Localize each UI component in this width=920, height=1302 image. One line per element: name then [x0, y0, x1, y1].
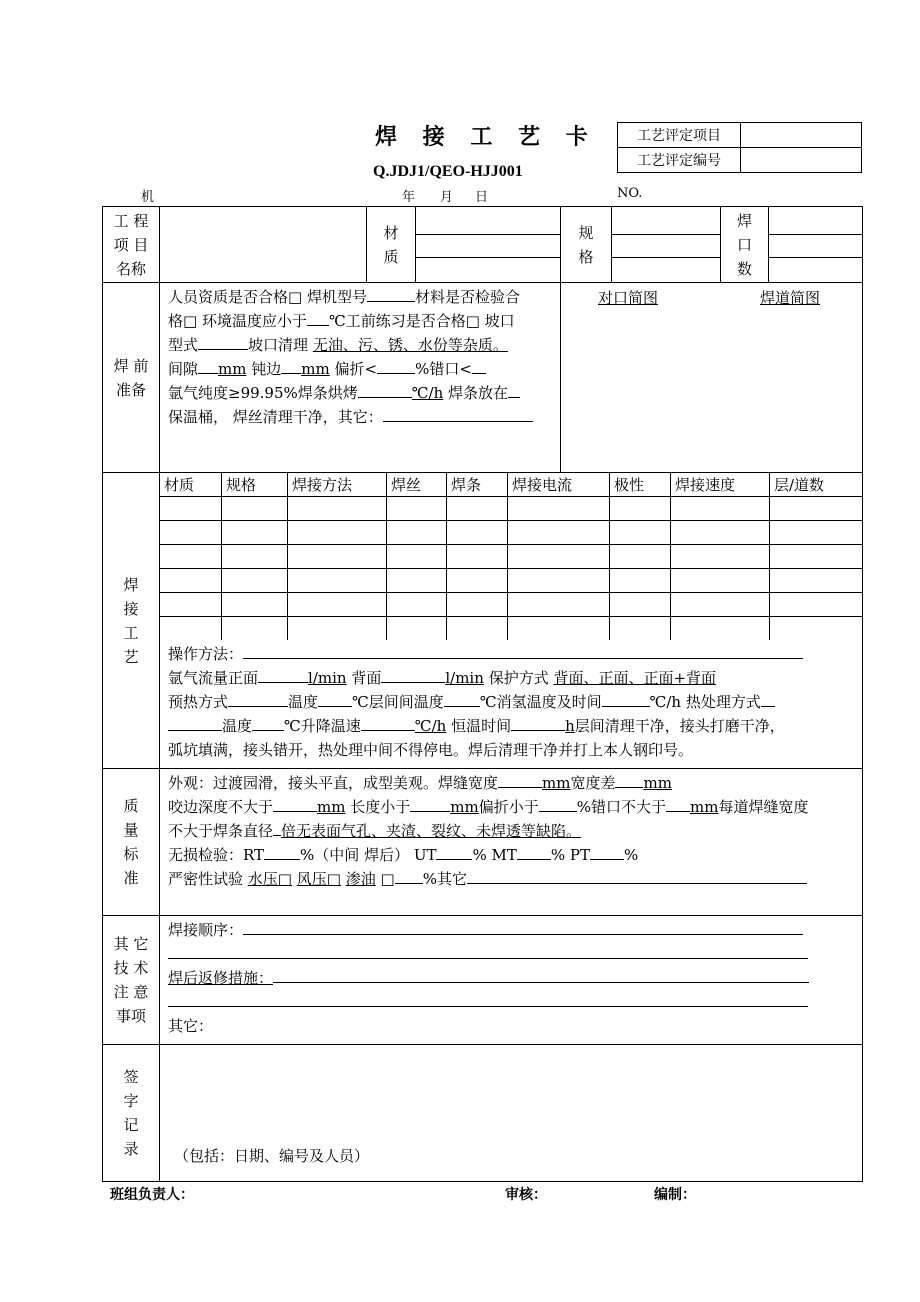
repair-measures-label: 焊后返修措施： — [168, 969, 274, 987]
bead-sketch-label: 焊道简图 — [760, 289, 821, 307]
col-layers: 层/道数 — [770, 473, 863, 497]
eval-project-value[interactable] — [741, 123, 862, 148]
quality-standard-label: 质 量 标 准 — [103, 769, 160, 916]
signature-note: （包括：日期、编号及人员） — [174, 1147, 370, 1165]
material-field[interactable] — [416, 207, 561, 282]
pre-weld-label: 焊 前 准备 — [103, 283, 160, 473]
col-material: 材质 — [160, 473, 222, 497]
joint-count-field[interactable] — [769, 207, 862, 282]
document-code: Q.JDJ1/QEO-HJJ001 — [373, 163, 523, 180]
welding-card-table — [102, 206, 863, 1182]
table-row[interactable] — [160, 497, 862, 521]
signature-record-label: 签 字 记 录 — [103, 1045, 160, 1182]
col-polarity: 极性 — [610, 473, 671, 497]
weld-sequence-label: 焊接顺序： — [168, 921, 244, 939]
spec-label: 规 格 — [561, 207, 612, 282]
compile-label: 编制： — [654, 1187, 696, 1203]
process-text: 操作方法： 氩气流量正面 l/min 背面 l/min 保护方式 背面、正面、正面+背面 预热方式 温度 ℃层间间温度 ℃消氢温度及时间 ℃/h 热处理方式 温度 ℃升降温速 ℃/h 恒温时间 h层间清理干净，接头打磨干净， 弧坑填满，接头错开，热处理中间不得停电。焊后清理干净并打上本人钢印号。 — [160, 640, 862, 762]
project-name-field[interactable] — [160, 207, 367, 282]
table-row[interactable] — [160, 545, 862, 569]
notes-label: 其 它 技 术 注 意 事项 — [103, 916, 160, 1045]
eval-number-label: 工艺评定编号 — [618, 148, 741, 173]
review-label: 审核： — [505, 1187, 547, 1203]
evaluation-box — [617, 122, 862, 173]
sketch-area — [561, 283, 862, 472]
col-method: 焊接方法 — [288, 473, 387, 497]
parameter-table — [160, 473, 862, 640]
pre-weld-text: 人员资质是否合格□ 焊机型号 材料是否检验合 格□ 环境温度应小于 ℃工前练习是否合格□ 坡口 型式 坡口清理 无油、污、锈、水份等杂质。 间隙 mm 钝边 mm 偏折< %错口< 氩气纯度≥99.95%焊条烘烤 ℃/h 焊条放在 保温桶， 焊丝清理干净，其它： — [160, 283, 561, 472]
signature-area[interactable] — [160, 1045, 863, 1182]
machine-label: 机 — [141, 190, 155, 205]
col-spec: 规格 — [222, 473, 288, 497]
year-label: 年 — [402, 190, 416, 205]
welding-process-label: 焊 接 工 艺 — [103, 473, 160, 769]
notes-text — [160, 916, 863, 1045]
material-label: 材 质 — [367, 207, 416, 282]
eval-project-label: 工艺评定项目 — [618, 123, 741, 148]
month-label: 月 — [440, 190, 454, 205]
col-rod: 焊条 — [447, 473, 508, 497]
butt-joint-sketch-label: 对口简图 — [598, 289, 659, 307]
col-wire: 焊丝 — [387, 473, 447, 497]
team-leader-label: 班组负责人： — [110, 1187, 194, 1203]
eval-number-value[interactable] — [741, 148, 862, 173]
table-row[interactable] — [160, 617, 862, 641]
table-row[interactable] — [160, 569, 862, 593]
quality-text: 外观：过渡园滑，接头平直，成型美观。焊缝宽度 mm宽度差 mm 咬边深度不大于 mm 长度小于 mm偏折小于 %错口不大于 mm每道焊缝宽度 不大于焊条直径 倍无表面气孔、夹渣、裂纹、未焊透等缺陷。 无损检验：RT %（中间 焊后） UT % MT % PT % 严密性试验 水压□ 风压□ 渗油 □ %其它 — [160, 769, 863, 916]
col-current: 焊接电流 — [508, 473, 610, 497]
spec-field[interactable] — [612, 207, 721, 282]
table-row[interactable] — [160, 593, 862, 617]
day-label: 日 — [475, 190, 489, 205]
number-label: NO. — [617, 186, 643, 201]
other-label: 其它： — [168, 1017, 214, 1035]
page-title: 焊 接 工 艺 卡 — [375, 124, 597, 150]
project-name-label: 工 程 项 目 名称 — [103, 207, 160, 283]
col-speed: 焊接速度 — [671, 473, 770, 497]
parameter-header-row — [160, 473, 862, 497]
table-row[interactable] — [160, 521, 862, 545]
joint-count-label: 焊 口 数 — [721, 207, 769, 282]
